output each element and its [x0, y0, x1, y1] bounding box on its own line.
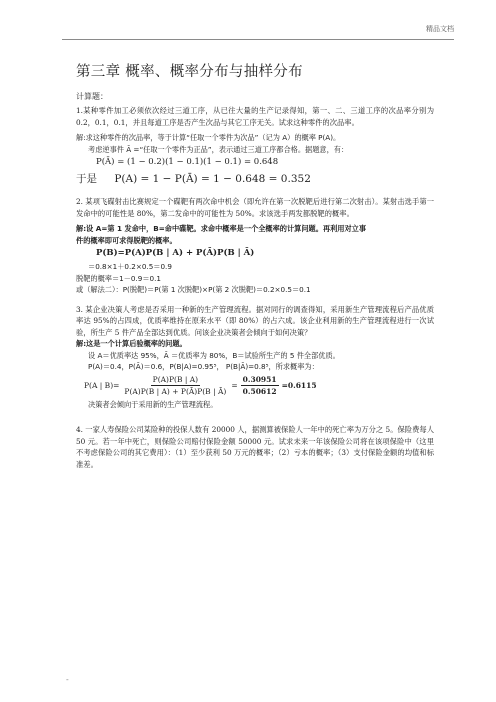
problem-2-text: 2. 某项飞碟射击比赛规定一个碟靶有两次命中机会（即允许在第一次脱靶后进行第二次射击）。某射击选手第一发命中的可能性是 80%，第二发命中的可能性为 50%。求该选手两发都脱靶的概率。: [76, 197, 434, 218]
problem-3-text: 3. 某企业决策人考虑是否采用一种新的生产管理流程。据对同行的调查得知，采用新生产管理流程后产品优质率达 95%的占四成，优质率维持在原来水平（即 80%）的占六成。该企业利用新的生产管理流程进行一次试验，所生产 5 件产品全部达到优质。问该企业决策者会倾向于如何决策？: [76, 304, 434, 337]
formula-fraction-numeric: [241, 375, 279, 396]
fraction-denominator: P(A)P(B | A) + P(Ā)P(B | Ā): [124, 387, 227, 396]
section-label: 计算题：: [76, 92, 108, 101]
header-rule: [62, 39, 454, 40]
problem-4: [76, 424, 434, 470]
problem-3-solution-line-2: 设 A＝优质率达 95%，Ā ＝优质率为 80%，B＝试验所生产的 5 件全部优质。: [88, 350, 340, 360]
problem-1-equation-1: P(Ā) = (1 − 0.2)(1 − 0.1)(1 − 0.1) = 0.648: [96, 157, 279, 167]
problem-1-solution-line-1: 解:求这种零件的次品率，等于计算“任取一个零件为次品”（记为 A）的概率 P(A)。: [76, 133, 341, 142]
problem-4-text: 4. 一家人寿保险公司某险种的投保人数有 20000 人，据测算被保险人一年中的死亡率为万分之 5。保险费每人 50 元。若一年中死亡，则保险公司赔付保险金额 50000 元。试求未来一年该保险公司将在该项保险中（这里不考虑保险公司的其它费用）：（1）至少获利 50 万元的概率；（2）亏本的概率；（3）支付保险金额的均值和标准差。: [76, 425, 434, 469]
chapter-title: 第三章 概率、概率分布与抽样分布: [76, 64, 303, 80]
problem-2-solution-line-3: 脱靶的概率＝1－0.9＝0.1: [76, 273, 161, 283]
problem-1-text: 1.某种零件加工必须依次经过三道工序，从已往大量的生产记录得知，第一、二、三道工序的次品率分别为0.2，0.1，0.1，并且每道工序是否产生次品与其它工序无关。试求这种零件的次品率。: [76, 106, 434, 127]
fraction-numerator: P(A)P(B | A): [152, 375, 199, 384]
problem-3-solution-line-3: P(A)＝0.4，P(Ā)＝0.6，P(B|A)=0.95⁵， P(B|Ā)=0.8⁵，所求概率为：: [88, 362, 319, 371]
problem-1-solution-line-2: 考虑逆事件 Ā =“任取一个零件为正品”，表示通过三道工序都合格。据题意，有：: [88, 144, 349, 154]
page-header-label: 精品文档: [426, 25, 454, 33]
problem-3-bayes-formula: P(A | B)= $\frac{P(A)P(B | A)}{P(A)P(B | A) + P(Ā)P(B | Ā)}$ = $\frac{0.30951}{0.50612}$ =0.6115: [84, 375, 317, 396]
formula-result: =0.6115: [281, 381, 317, 390]
problem-2-equation-1: P(B)=P(A)P(B | A) + P(Ā)P(B | Ā): [96, 248, 255, 258]
problem-2-equation-2: ＝0.8×1＋0.2×0.5＝0.9: [88, 262, 172, 271]
formula-fraction-symbolic: [122, 375, 228, 396]
numeric-denominator: 0.50612: [242, 387, 277, 396]
problem-3-conclusion: 决策者会倾向于采用新的生产管理流程。: [88, 399, 218, 409]
problem-1-equation-2-prefix: 于是: [76, 173, 97, 185]
footer-mark: -: [66, 675, 69, 684]
problem-2: [76, 196, 434, 296]
formula-left-side: P(A | B)=: [84, 381, 120, 390]
problem-2-solution-line-1: 解:设 A=第 1 发命中，B=命中碟靶。求命中概率是一个全概率的计算问题。再利用对立事: [76, 224, 367, 233]
problem-3-solution-line-1: 解:这是一个计算后验概率的问题。: [76, 339, 187, 348]
problem-1-equation-2: P(A) = 1 − P(Ā) = 1 − 0.648 = 0.352: [114, 173, 311, 185]
problem-1: [76, 105, 434, 188]
problem-2-solution-line-2: 件的概率即可求得脱靶的概率。: [76, 235, 177, 245]
numeric-numerator: 0.30951: [242, 375, 277, 384]
problem-2-solution-line-4: 或（解法二）：P(脱靶)＝P(第 1 次脱靶)×P(第 2 次脱靶)＝0.2×0.5＝0.1: [76, 285, 311, 294]
problem-3: [76, 304, 434, 411]
document-body: [76, 60, 434, 470]
